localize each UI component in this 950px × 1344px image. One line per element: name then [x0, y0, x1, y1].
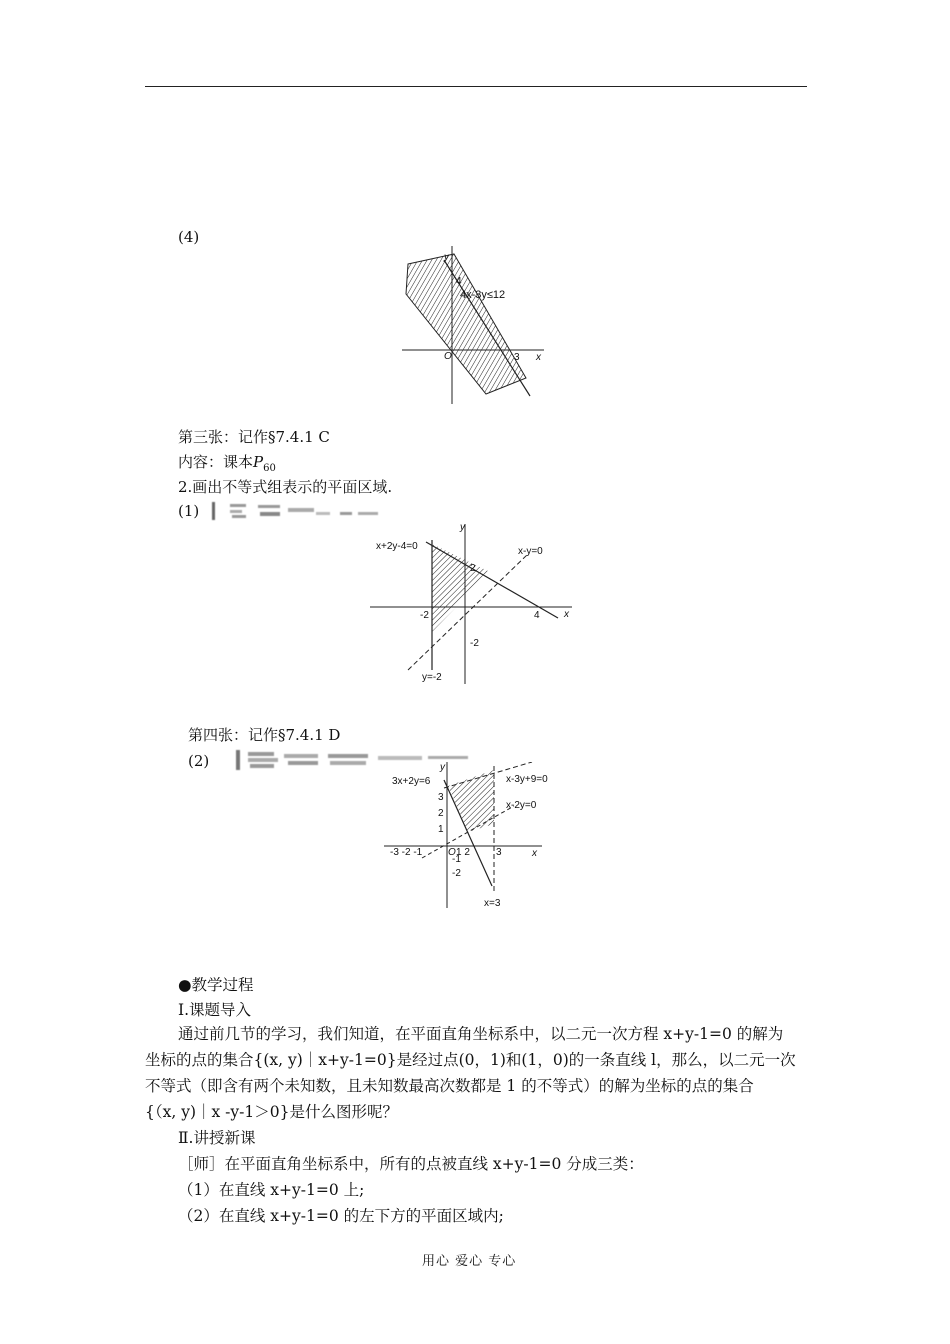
- card4-title: 第四张：记作§7.4.1 D: [188, 726, 341, 744]
- intro-line-1: 通过前几节的学习，我们知道，在平面直角坐标系中，以二元一次方程 x+y-1=0 的解为: [178, 1025, 784, 1043]
- label-4: (4): [178, 228, 200, 246]
- x-axis-label: x: [564, 609, 569, 620]
- inequality-label: 4x-3y≤12: [460, 289, 506, 301]
- intro-line-4: {（x, y)｜x -y-1＞0}是什么图形呢？: [145, 1103, 398, 1121]
- part2-heading: Ⅱ.讲授新课: [178, 1129, 256, 1147]
- label-2: (2): [188, 752, 210, 770]
- origin-label: O: [448, 847, 456, 858]
- shaded-region-4: [406, 254, 526, 394]
- tick-x-m2: -2: [420, 610, 429, 621]
- card3-content-prefix: 内容：课本: [178, 453, 254, 471]
- header-rule: [145, 86, 807, 87]
- tick-y-3: 3: [438, 792, 444, 803]
- intro-line-2: 坐标的点的集合{(x, y)｜x+y-1=0}是经过点(0，1)和(1，0)的一条直线 l，那么，以二元一次: [145, 1051, 796, 1069]
- card3-content: [178, 453, 276, 478]
- line-a-label: x+2y-4=0: [376, 541, 418, 552]
- card3-title: 第三张：记作§7.4.1 C: [178, 428, 330, 446]
- line-b-label: x-y=0: [518, 546, 543, 557]
- label-1: (1): [178, 502, 200, 520]
- tick-x-3: 3: [496, 847, 502, 858]
- intro-line-3: 不等式（即含有两个未知数，且未知数最高次数都是 1 的不等式）的解为坐标的点的集合: [145, 1077, 754, 1095]
- shaded-region-2: [448, 770, 494, 832]
- line-c-label: y=-2: [422, 672, 442, 683]
- item-2: （2）在直线 x+y-1=0 的左下方的平面区域内;: [178, 1207, 504, 1225]
- y-axis-label: y: [460, 522, 465, 533]
- line-c-label: x-2y=0: [506, 800, 537, 811]
- tick-x-3: 3: [514, 352, 520, 363]
- tick-y-m2: -2: [452, 868, 461, 879]
- figure-1-graph: [368, 520, 578, 686]
- line-b-label: x-3y+9=0: [506, 774, 548, 785]
- tick-x-4: 4: [534, 610, 540, 621]
- system-1-image: [210, 500, 380, 522]
- x-axis-label: x: [532, 848, 537, 859]
- origin-label: O: [444, 351, 452, 362]
- tick-y-m1: -1: [452, 854, 461, 865]
- card3-problem: 2.画出不等式组表示的平面区域.: [178, 478, 393, 496]
- figure-4-graph: [398, 246, 558, 408]
- line-d-label: x=3: [484, 898, 501, 909]
- card3-page: P: [253, 453, 264, 471]
- teacher-line: ［师］在平面直角坐标系中，所有的点被直线 x+y-1=0 分成三类：: [178, 1155, 644, 1173]
- ticks-x-positive: 1 2: [456, 847, 470, 858]
- page-footer: 用心 爱心 专心: [422, 1254, 517, 1269]
- figure-2-graph: [382, 762, 582, 912]
- section-heading: ●教学过程: [178, 976, 254, 994]
- tick-y-1: 1: [438, 824, 444, 835]
- tick-y-2: 2: [438, 808, 444, 819]
- y-axis-label: y: [444, 252, 449, 263]
- ticks-x-negative: -3 -2 -1: [390, 847, 423, 858]
- part1-heading: Ⅰ.课题导入: [178, 1001, 252, 1019]
- line-a-label: 3x+2y=6: [392, 776, 431, 787]
- y-axis-label: y: [440, 762, 445, 773]
- x-axis-label: x: [536, 352, 541, 363]
- tick-y-m2: -2: [470, 638, 479, 649]
- item-1: （1）在直线 x+y-1=0 上;: [178, 1181, 365, 1199]
- card3-page-sub: 60: [263, 463, 276, 474]
- tick-y-4: 4: [456, 276, 462, 287]
- tick-y-2: 2: [470, 563, 476, 574]
